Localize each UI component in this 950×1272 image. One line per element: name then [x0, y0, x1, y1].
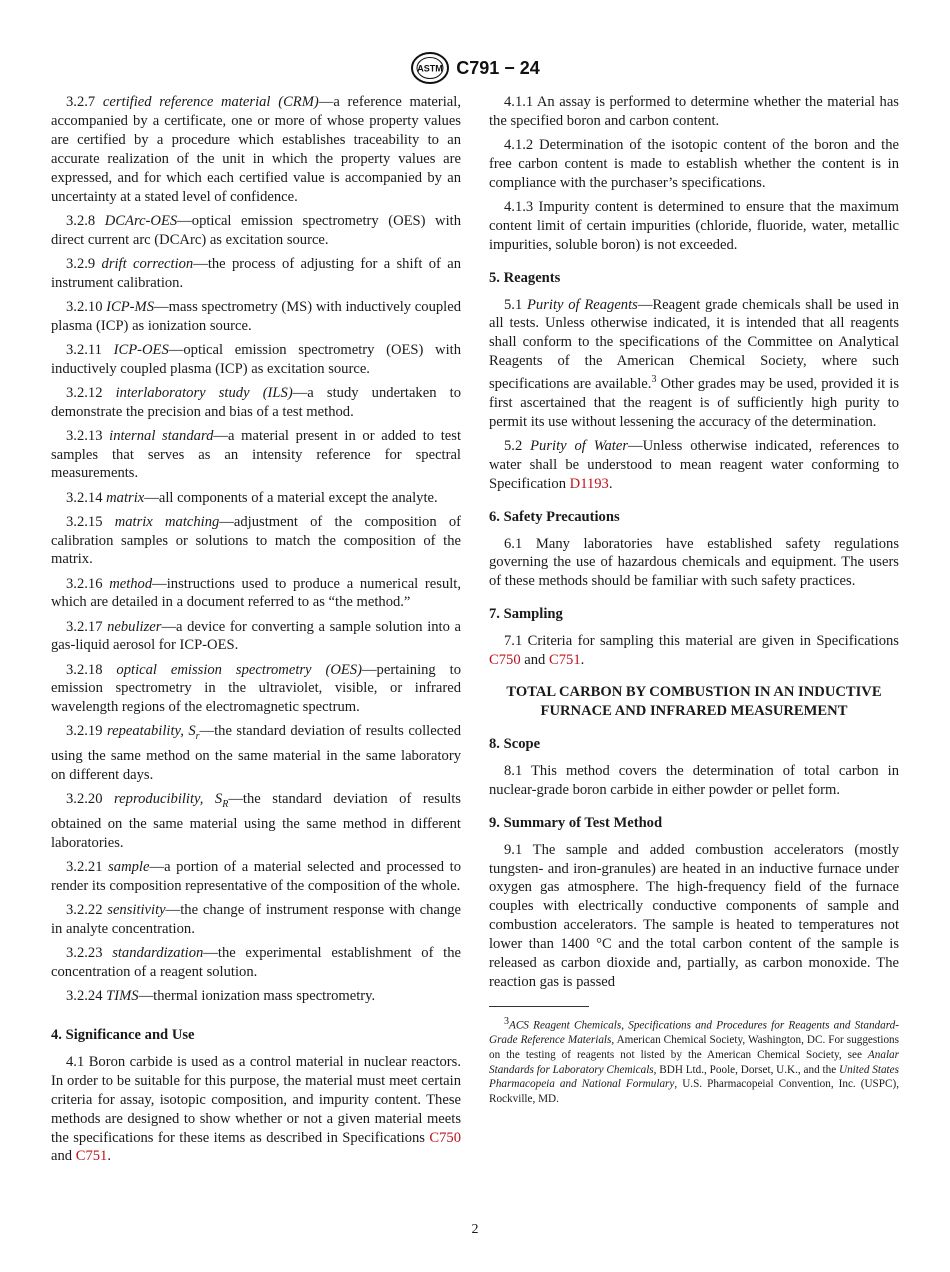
link-c750-2[interactable]: C750 [489, 652, 521, 669]
paragraph-8-1: 8.1 This method covers the determination of total carbon in nuclear-grade boron carbide in either powder or pellet form. [489, 762, 899, 798]
definitions-list [51, 93, 461, 717]
definition-3-2-14: 3.2.14 matrix—all components of a material except the analyte. [66, 489, 438, 506]
link-c751[interactable]: C751 [75, 1148, 108, 1165]
definition-3-2-16: 3.2.16 method—instructions used to produce a numerical result, which are detailed in a document referred to as “the method.” [51, 575, 461, 611]
definitions-list-2 [51, 858, 461, 1006]
definition-3-2-7: 3.2.7 certified reference material (CRM)—a reference material, accompanied by a certificate, one or more of whose property values are certified by a procedure which establishes traceability to an accurate realization of the unit in which the property values are expressed, and for which each certified value is accompanied by an uncertainty at a stated level of confidence. [51, 94, 461, 205]
definition-3-2-8: 3.2.8 DCArc-OES—optical emission spectrometry (OES) with direct current arc (DCArc) as excitation source. [51, 212, 461, 248]
definition-3-2-17: 3.2.17 nebulizer—a device for converting a sample solution into a gas-liquid aerosol for ICP-OES. [51, 618, 461, 654]
page-number: 2 [471, 1222, 479, 1237]
section-7-heading: 7. Sampling [489, 606, 563, 623]
definition-3-2-23: 3.2.23 standardization—the experimental establishment of the concentration of a reagent solution. [51, 945, 461, 980]
page-header [0, 52, 950, 89]
paragraph-7-1: 7.1 Criteria for sampling this material are given in Specifications C750 and C751. [489, 633, 899, 669]
link-c751-2[interactable]: C751 [549, 652, 581, 669]
method-title: TOTAL CARBON BY COMBUSTION IN AN INDUCTIVE FURNACE AND INFRARED MEASUREMENT [506, 683, 882, 719]
definition-3-2-11: 3.2.11 ICP-OES—optical emission spectrometry (OES) with inductively coupled plasma (ICP) as excitation source. [51, 341, 461, 377]
link-c750[interactable]: C750 [429, 1129, 461, 1146]
section-9-heading: 9. Summary of Test Method [489, 814, 663, 831]
definition-3-2-10: 3.2.10 ICP-MS—mass spectrometry (MS) with inductively coupled plasma (ICP) as ionization source. [51, 298, 461, 334]
definition-3-2-12: 3.2.12 interlaboratory study (ILS)—a study undertaken to demonstrate the precision and bias of a test method. [51, 384, 461, 420]
paragraph-4-1-1: 4.1.1 An assay is performed to determine whether the material has the specified boron and carbon content. [489, 94, 899, 129]
paragraph-5-2: 5.2 Purity of Water—Unless otherwise indicated, references to water shall be understood to mean reagent water conforming to Specification D1193. [489, 437, 900, 492]
definition-3-2-15: 3.2.15 matrix matching—adjustment of the composition of calibration samples or solutions to match the composition of the matrix. [51, 513, 461, 568]
definition-3-2-20: 3.2.20 reproducibility, $S_R—the$ standard deviation of results obtained on the same material using the same method in different laboratories. [51, 791, 461, 851]
paragraph-4-1-3: 4.1.3 Impurity content is determined to ensure that the maximum content limit of certain impurities (chloride, fluoride, water, metallic impurities, soluble boron) is not exceeded. [489, 198, 899, 253]
left-column [51, 93, 461, 1172]
section-6-heading: 6. Safety Precautions [489, 508, 620, 525]
link-d1193[interactable]: D1193 [569, 475, 609, 492]
footnote-divider [489, 1006, 589, 1007]
paragraph-5-1: 5.1 Purity of Reagents—Reagent grade chemicals shall be used in all tests. Unless otherwise indicated, it is intended that all reagents shall conform to the specifications of the Committee on Analytical Reagents of the American Chemical Society, where such specifications are available.$^3$ Other grades may be used, provided it is first ascertained that the reagent is of sufficiently high purity to permit its use without lessening the accuracy of the determination. [489, 296, 899, 430]
section-8-heading: 8. Scope [489, 735, 541, 752]
definition-3-2-13: 3.2.13 internal standard—a material present in or added to test samples that serves as an intensity reference for spectral measurements. [51, 427, 462, 482]
definition-3-2-21: 3.2.21 sample—a portion of a material selected and processed to render its composition representative of the composition of the whole. [51, 859, 461, 894]
logo-text: ASTM [417, 63, 443, 74]
definition-3-2-18: 3.2.18 optical emission spectrometry (OES)—pertaining to emission spectrometry in the ultraviolet, visible, or infrared wavelength regions of the electromagnetic spectrum. [51, 661, 461, 716]
footnote-3: $^3$ACS Reagent Chemicals, Specifications and Procedures for Reagents and Standard-Grade Reference Materials, American Chemical Society, Washington, DC. For suggestions on the testing of reagents not listed by the American Chemical Society, see Analar Standards for Laboratory Chemicals, BDH Ltd., Poole, Dorset, U.K., and the United States Pharmacopeia and National Formulary, U.S. Pharmacopeial Convention, Inc. (USPC), Rockville, MD. [489, 1015, 899, 1106]
definition-3-2-9: 3.2.9 drift correction—the process of adjusting for a shift of an instrument calibration. [51, 255, 461, 291]
footnote-ref-3[interactable]: 3 [651, 374, 657, 386]
section-5-heading: 5. Reagents [489, 269, 561, 286]
paragraph-4-1-2: 4.1.2 Determination of the isotopic content of the boron and the free carbon content is made to establish whether the content is in compliance with the purchaser’s specifications. [489, 137, 899, 191]
right-column [489, 93, 899, 1107]
document-designation: C791 − 24 [456, 57, 540, 78]
paragraph-4-1: 4.1 Boron carbide is used as a control material in nuclear reactors. In order to be suitable for this purpose, the material must meet certain criteria for assay, isotopic composition, and impurity content. These methods are designed to show whether or not a given material meets the specifications for these items as described in Specifications C750 and C751. [51, 1053, 461, 1165]
paragraph-9-1: 9.1 The sample and added combustion accelerators (mostly tungsten- and iron-granules) are heated in an inductive furnace under oxygen gas atmosphere. The high-frequency field of the furnace couples with electrically conductive components of sample and combustion accelerators. The sample is heated to temperatures not lower than 1400 °C and the total carbon content of the sample is released as carbon dioxide and, partially, as carbon monoxide. The reaction gas is passed [489, 841, 899, 990]
section-4-heading: 4. Significance and Use [51, 1026, 195, 1043]
definition-3-2-24: 3.2.24 TIMS—thermal ionization mass spectrometry. [66, 988, 376, 1005]
paragraph-6-1: 6.1 Many laboratories have established safety regulations governing the use of hazardous chemicals and equipment. The users of these methods should be familiar with such safety practices. [489, 535, 899, 590]
definition-3-2-19: 3.2.19 repeatability, $S_r—the$ standard deviation of results collected using the same method on the same material in the same laboratory on different days. [51, 723, 461, 784]
astm-logo-icon [410, 52, 450, 84]
definition-3-2-22: 3.2.22 sensitivity—the change of instrument response with change in analyte concentration. [51, 902, 461, 937]
